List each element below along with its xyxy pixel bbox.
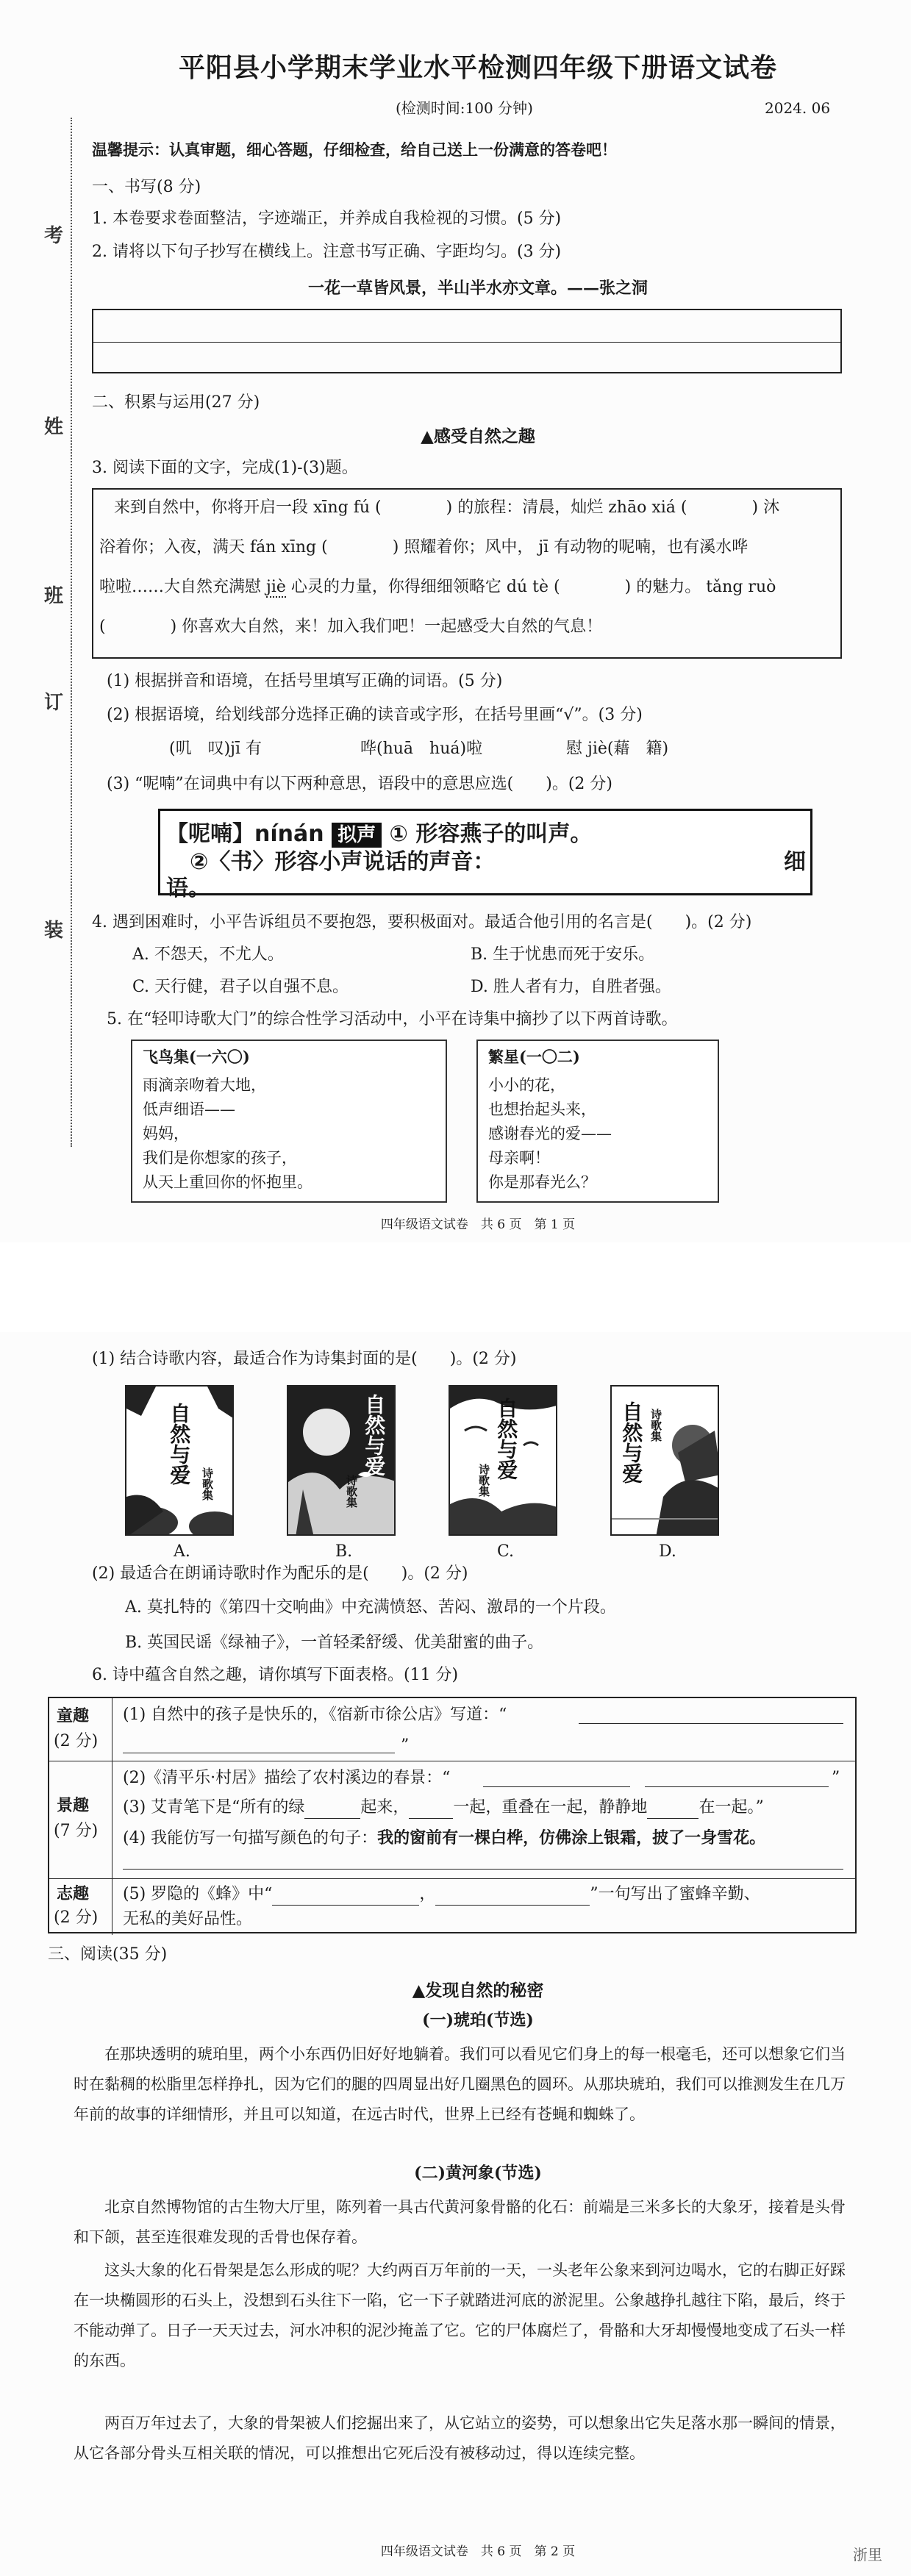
row-category: 景趣 <box>57 1796 90 1815</box>
text1-body: 在那块透明的琥珀里，两个小东西仍旧好好地躺着。我们可以看见它们身上的每一根毫毛，还可以想象它们当时在黏稠的松脂里怎样挣扎，因为它们的腿的四周显出好几圈黑色的圆环。从那块琥珀，我们可以推测发生在几万年前的故事的详细情形，并且可以知道，在远古时代，世界上已经有苍蝇和蜘蛛了。 <box>74 2045 846 2123</box>
section2-subtitle: ▲感受自然之趣 <box>421 426 535 446</box>
answer-blank[interactable] <box>435 1886 590 1906</box>
cover-option-d[interactable] <box>610 1385 719 1536</box>
poem2-line: 感谢春光的爱—— <box>488 1125 612 1142</box>
margin-label-bind: 订 <box>44 692 64 714</box>
blank-fanxing[interactable]: ( ) <box>321 538 399 557</box>
answer-line[interactable] <box>645 1786 829 1787</box>
q4-option-a[interactable]: A. 不怨天，不尤人。 <box>132 945 284 964</box>
passage-line-1: 来到自然中，你将开启一段 xīng fú ( ) 的旅程：清晨，灿烂 zhāo xiá ( ) 沐 <box>114 497 779 519</box>
q5-sub2-option-a[interactable]: A. 莫扎特的《第四十交响曲》中充满愤怒、苦闷、激昂的一个片段。 <box>125 1598 616 1617</box>
poem2-line: 小小的花， <box>488 1076 565 1094</box>
row-score: (2 分) <box>54 1908 99 1927</box>
row3-line1: (5) 罗隐的《蜂》中“ ， ”一句写出了蜜蜂辛勤、 <box>123 1883 760 1906</box>
dict-word: 【呢喃】nínán <box>166 821 324 847</box>
poem2-title: 繁星(一〇二) <box>488 1048 580 1066</box>
blank-zhaoxia[interactable]: ( ) <box>680 498 759 517</box>
q4-option-d[interactable]: D. 胜人者有力，自胜者强。 <box>471 978 671 996</box>
poem2-line: 也想抬起头来， <box>488 1101 596 1118</box>
copy-writing-box[interactable] <box>92 309 842 373</box>
margin-label-exam-number: 考 <box>44 225 64 247</box>
question-3: 3. 阅读下面的文字，完成(1)-(3)题。 <box>92 459 358 477</box>
exam-time: (检测时间:100 分钟) <box>396 99 533 117</box>
cover-c-title: 自然与爱 <box>494 1398 519 1480</box>
exam-date: 2024. 06 <box>765 99 831 117</box>
row2-line3: (4) 我能仿写一句描写颜色的句子：我的窗前有一棵白桦，仿佛涂上银霜，披了一身雪花。 <box>123 1828 766 1847</box>
sub2-option-c[interactable]: 慰 jiè(藉 籍) <box>566 740 669 758</box>
cover-d-sub: 诗歌集 <box>649 1409 662 1442</box>
poem1-line: 低声细语—— <box>143 1101 235 1118</box>
row1-text: (1) 自然中的孩子是快乐的，《宿新市徐公店》写道：“ <box>123 1706 507 1724</box>
sub-question-2: (2) 根据语境，给划线部分选择正确的读音或字形，在括号里画“√”。(3 分) <box>107 706 643 724</box>
cover-a-title: 自然与爱 <box>167 1403 192 1485</box>
dict-meaning-2-end: 细 <box>784 849 806 875</box>
q4-option-b[interactable]: B. 生于忧患而死于安乐。 <box>471 945 655 964</box>
cover-label-d: D. <box>659 1542 676 1561</box>
text2-paragraph: 这头大象的化石骨架是怎么形成的呢？大约两百万年前的一天，一头老年公象来到河边喝水，它的右脚正好踩在一块椭圆形的石头上，没想到石头往下一陷，它一下子就踏进河底的淤泥里。公象越挣扎越往下陷，最后，终于不能动弹了。日子一天天过去，河水冲积的泥沙掩盖了它。它的尸体腐烂了，骨骼和大牙却慢慢地变成了石头一样的东西。 <box>74 2261 846 2369</box>
passage-line-2: 浴着你；入夜，满天 fán xīng ( ) 照耀着你；风中， jī 有动物的呢喃，也有溪水哗 <box>99 537 748 559</box>
row2-line2: (3) 艾青笔下是“所有的绿 起来， 一起，重叠在一起，静静地 在一起。” <box>123 1797 764 1819</box>
cover-c-sub: 诗歌集 <box>477 1464 490 1497</box>
row2-line1-end: ” <box>832 1769 840 1787</box>
answer-blank[interactable] <box>409 1800 453 1819</box>
row2-line1: (2)《清平乐·村居》描绘了农村溪边的春景：“ <box>123 1769 451 1787</box>
row-score: (2 分) <box>54 1732 99 1750</box>
page2-footer: 四年级语文试卷 共 6 页 第 2 页 <box>380 2544 576 2559</box>
quote-to-copy: 一花一草皆风景，半山半水亦文章。——张之洞 <box>307 279 648 298</box>
answer-line[interactable] <box>123 1869 843 1870</box>
cover-d-title: 自然与爱 <box>619 1401 644 1484</box>
cover-option-b[interactable] <box>287 1385 396 1536</box>
table-row-zhiqu <box>49 1879 855 1935</box>
answer-blank[interactable] <box>304 1800 360 1819</box>
q5-sub2: (2) 最适合在朗诵诗歌时作为配乐的是( )。(2 分) <box>92 1564 468 1583</box>
question-2: 2. 请将以下句子抄写在横线上。注意书写正确、字距均匀。(3 分) <box>92 243 562 261</box>
blank-tangruo[interactable]: ( ) <box>99 618 177 636</box>
page1-footer: 四年级语文试卷 共 6 页 第 1 页 <box>380 1217 576 1232</box>
cover-option-a[interactable] <box>125 1385 234 1536</box>
cover-a-sub: 诗歌集 <box>201 1467 214 1500</box>
sub-question-1: (1) 根据拼音和语境，在括号里填写正确的词语。(5 分) <box>107 672 503 690</box>
passage-line-4: ( ) 你喜欢大自然，来！加入我们吧！一起感受大自然的气息！ <box>99 616 602 638</box>
poem-feiniaoji <box>131 1040 447 1203</box>
section1-heading: 一、书写(8 分) <box>92 178 201 196</box>
row-category: 志趣 <box>57 1884 90 1903</box>
margin-label-class: 班 <box>44 585 64 607</box>
watermark: 浙里 <box>853 2546 882 2564</box>
cover-label-c: C. <box>497 1542 515 1561</box>
writing-line <box>93 342 840 343</box>
poem-fanxing <box>476 1040 719 1203</box>
poem1-line: 从天上重回你的怀抱里。 <box>143 1173 312 1191</box>
sub2-option-b[interactable]: 哗(huā huá)啦 <box>360 740 483 758</box>
binding-line <box>71 118 72 1147</box>
blank-xingfu[interactable]: ( ) <box>375 498 453 517</box>
question-1: 1. 本卷要求卷面整洁，字迹端正，并养成自我检视的习惯。(5 分) <box>92 210 562 228</box>
cover-b-title: 自然与爱 <box>362 1394 387 1476</box>
text2-title: (二)黄河象(节选) <box>414 2164 542 2183</box>
row1-end: ” <box>401 1736 410 1755</box>
q5-sub2-option-b[interactable]: B. 英国民谣《绿袖子》，一首轻柔舒缓、优美甜蜜的曲子。 <box>125 1634 544 1652</box>
cover-b-sub: 诗歌集 <box>345 1475 358 1508</box>
blank-dute[interactable]: ( ) <box>554 578 632 596</box>
margin-label-name: 姓 <box>44 416 64 438</box>
dict-tag: 拟声 <box>332 823 382 848</box>
answer-blank[interactable] <box>647 1800 699 1819</box>
poem1-line: 妈妈， <box>143 1125 189 1142</box>
question-5: 5. 在“轻叩诗歌大门”的综合性学习活动中，小平在诗集中摘抄了以下两首诗歌。 <box>107 1010 678 1028</box>
section3-subtitle: ▲发现自然的秘密 <box>412 1981 544 2000</box>
text1-title: (一)琥珀(节选) <box>422 2011 534 2030</box>
cover-label-a: A. <box>174 1542 190 1561</box>
row-category: 童趣 <box>57 1706 90 1725</box>
cover-label-b: B. <box>335 1542 353 1561</box>
table-row-tongqu <box>49 1698 855 1761</box>
poem1-line: 我们是你想家的孩子， <box>143 1149 297 1167</box>
poem2-line: 母亲啊！ <box>488 1149 550 1167</box>
sub2-option-a[interactable]: (叽 叹)jī 有 <box>169 740 262 758</box>
exam-page-2 <box>0 1332 911 2576</box>
poem1-title: 飞鸟集(一六〇) <box>143 1048 250 1066</box>
text2-paragraph: 两百万年过去了，大象的骨架被人们挖掘出来了，从它站立的姿势，可以想象出它失足落水那一瞬间的情景，从它各部分骨头互相关联的情况，可以推想出它死后没有被移动过，得以连续完整。 <box>74 2414 846 2462</box>
row3-line2: 无私的美好品性。 <box>123 1910 253 1928</box>
dict-meaning-1: ① 形容燕子的叫声。 <box>389 821 593 847</box>
section3-heading: 三、阅读(35 分) <box>48 1945 168 1964</box>
answer-blank[interactable] <box>272 1886 419 1906</box>
tip-text: 温馨提示：认真审题，细心答题，仔细检查，给自己送上一份满意的答卷吧！ <box>92 140 617 159</box>
poem2-line: 你是那春光么？ <box>488 1173 596 1191</box>
answer-line[interactable] <box>483 1786 630 1787</box>
table-row-jingqu <box>49 1761 855 1879</box>
answer-line[interactable] <box>579 1723 843 1724</box>
margin-label-seal: 装 <box>44 920 64 942</box>
text2-paragraph: 北京自然博物馆的古生物大厅里，陈列着一具古代黄河象骨骼的化石：前端是三米多长的大象牙，接着是头骨和下颌，甚至连很难发现的舌骨也保存着。 <box>74 2198 846 2246</box>
question-4: 4. 遇到困难时，小平告诉组员不要抱怨，要积极面对。最适合他引用的名言是( )。(2 分) <box>92 913 752 931</box>
dict-meaning-2-tail: 语。 <box>166 876 210 901</box>
row-score: (7 分) <box>54 1822 99 1840</box>
dict-meaning-2: ②〈书〉形容小声说话的声音： <box>190 849 496 875</box>
dictionary-entry <box>158 809 812 901</box>
page-gap <box>0 1242 911 1332</box>
nature-fun-table <box>48 1697 857 1933</box>
sub-question-3: (3) “呢喃”在词典中有以下两种意思，语段中的意思应选( )。(2 分) <box>107 775 612 793</box>
passage-box <box>92 488 842 659</box>
section2-heading: 二、积累与运用(27 分) <box>92 393 260 412</box>
page-title: 平阳县小学期末学业水平检测四年级下册语文试卷 <box>178 52 777 83</box>
q4-option-c[interactable]: C. 天行健，君子以自强不息。 <box>132 978 349 996</box>
q5-sub1: (1) 结合诗歌内容，最适合作为诗集封面的是( )。(2 分) <box>92 1350 517 1368</box>
exam-page-1 <box>0 0 911 1242</box>
poem1-line: 雨滴亲吻着大地， <box>143 1076 266 1094</box>
question-6: 6. 诗中蕴含自然之趣，请你填写下面表格。(11 分) <box>92 1666 459 1684</box>
cover-option-c[interactable] <box>449 1385 557 1536</box>
passage-line-3: 啦啦……大自然充满慰 jiè 心灵的力量，你得细细领略它 dú tè ( ) 的魅力。 tǎng ruò <box>99 576 776 598</box>
